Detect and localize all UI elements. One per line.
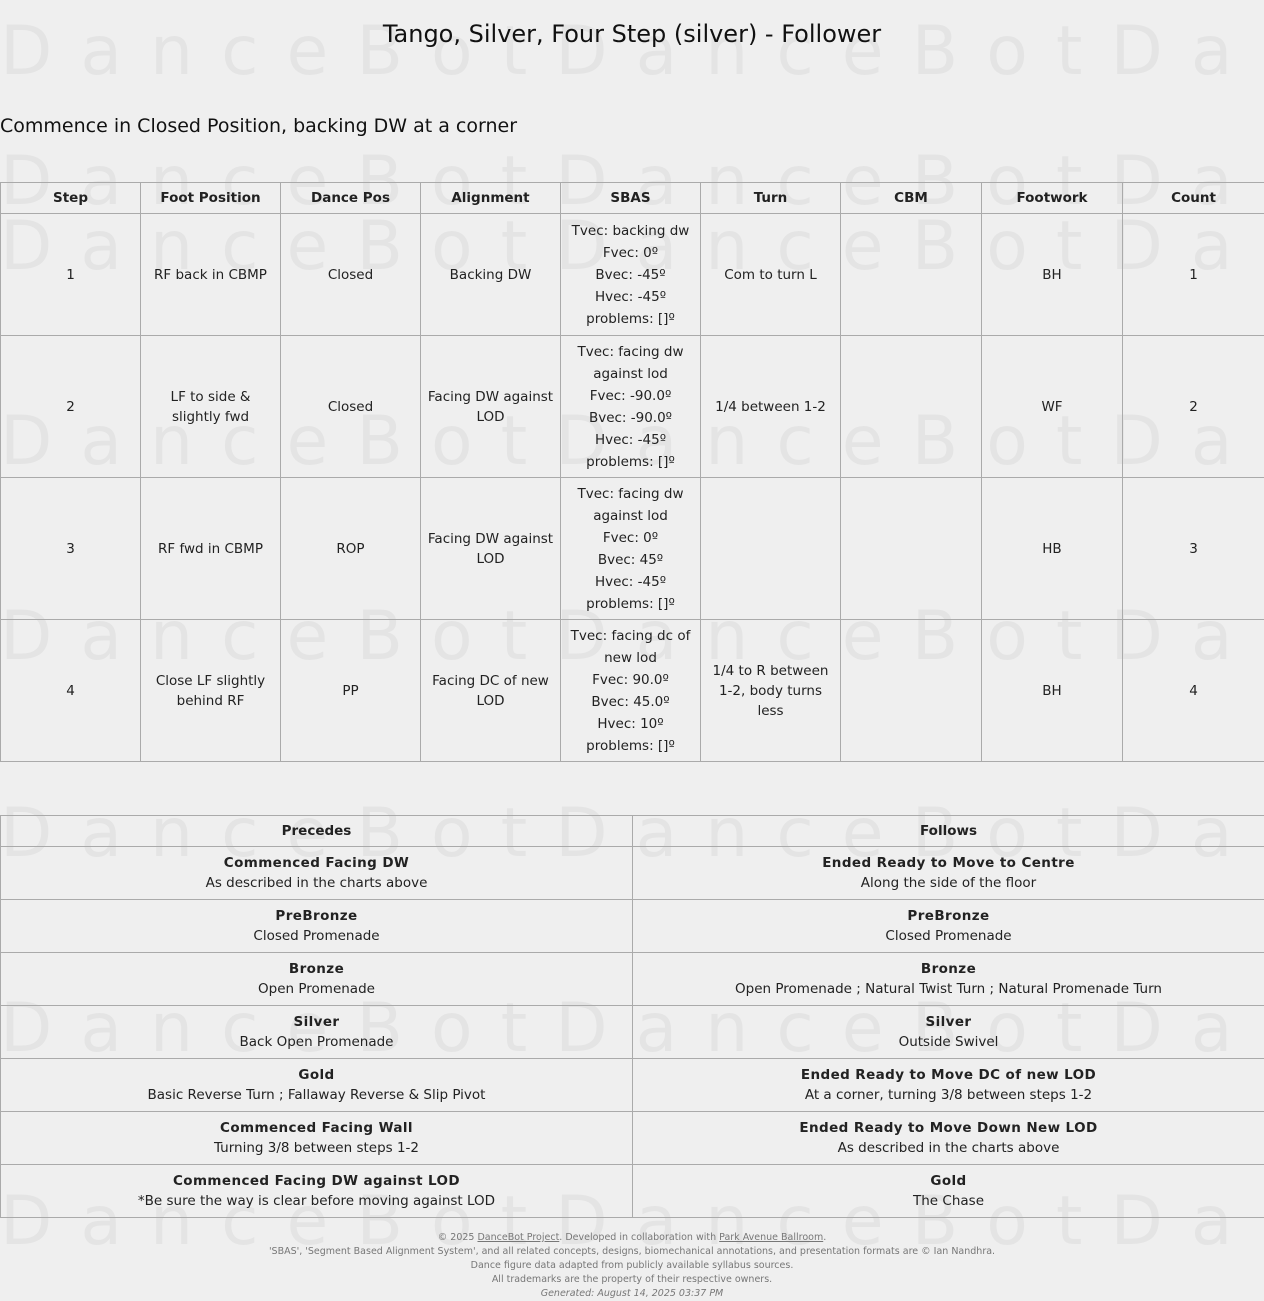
follows-cell-title: Ended Ready to Move DC of new LOD <box>637 1065 1260 1085</box>
precedes-cell-title: Gold <box>5 1065 628 1085</box>
precedes-cell <box>1 1165 633 1218</box>
footer-collab-text: . Developed in collaboration with <box>559 1232 716 1243</box>
footer-generated: Generated: August 14, 2025 03:37 PM <box>0 1287 1264 1301</box>
relation-row <box>1 1165 1264 1218</box>
precedes-cell <box>1 1059 633 1112</box>
sbas-line: Hvec: -45º <box>565 571 696 593</box>
precedes-cell <box>1 1006 633 1059</box>
cell-alignment: Backing DW <box>421 214 561 336</box>
footer-copyright: © 2025 <box>438 1232 475 1243</box>
cell-cbm <box>841 336 982 478</box>
cell-dance-pos: ROP <box>281 478 421 620</box>
cell-foot-position: LF to side & slightly fwd <box>141 336 281 478</box>
precedes-cell-title: Silver <box>5 1012 628 1032</box>
follows-cell <box>633 900 1264 953</box>
cell-cbm <box>841 214 982 336</box>
precedes-cell-title: Bronze <box>5 959 628 979</box>
precedes-cell-text: Closed Promenade <box>5 926 628 946</box>
cell-footwork: BH <box>982 620 1123 762</box>
precedes-cell-text: *Be sure the way is clear before moving against LOD <box>5 1191 628 1211</box>
cell-alignment: Facing DW against LOD <box>421 336 561 478</box>
cell-turn: 1/4 between 1-2 <box>701 336 841 478</box>
commence-position: Commence in Closed Position, backing DW at a corner <box>0 115 517 137</box>
cell-alignment: Facing DC of new LOD <box>421 620 561 762</box>
precedes-cell <box>1 847 633 900</box>
header-cbm: CBM <box>841 183 982 214</box>
cell-count: 3 <box>1123 478 1264 620</box>
follows-cell-text: Outside Swivel <box>637 1032 1260 1052</box>
dancebot-project-link[interactable]: DanceBot Project <box>477 1232 559 1243</box>
relation-row <box>1 900 1264 953</box>
cell-footwork: HB <box>982 478 1123 620</box>
steps-header-row <box>1 183 1264 214</box>
cell-count: 2 <box>1123 336 1264 478</box>
relation-row <box>1 1112 1264 1165</box>
sbas-line: Tvec: backing dw <box>565 220 696 242</box>
step-row <box>1 214 1264 336</box>
follows-cell-title: Ended Ready to Move Down New LOD <box>637 1118 1260 1138</box>
cell-dance-pos: Closed <box>281 214 421 336</box>
header-foot-position: Foot Position <box>141 183 281 214</box>
cell-sbas <box>561 478 701 620</box>
sbas-line: problems: []º <box>565 735 696 757</box>
sbas-line: Bvec: 45.0º <box>565 691 696 713</box>
follows-cell-text: At a corner, turning 3/8 between steps 1-2 <box>637 1085 1260 1105</box>
cell-foot-position: RF back in CBMP <box>141 214 281 336</box>
header-dance-pos: Dance Pos <box>281 183 421 214</box>
sbas-line: Bvec: -90.0º <box>565 407 696 429</box>
cell-dance-pos: Closed <box>281 336 421 478</box>
cell-turn <box>701 478 841 620</box>
footer-period: . <box>823 1232 826 1243</box>
sbas-line: problems: []º <box>565 308 696 330</box>
footer <box>0 1231 1264 1301</box>
relations-header-row <box>1 816 1264 847</box>
cell-step: 1 <box>1 214 141 336</box>
sbas-line: Tvec: facing dw against lod <box>565 483 696 527</box>
header-alignment: Alignment <box>421 183 561 214</box>
precedes-cell-title: Commenced Facing DW against LOD <box>5 1171 628 1191</box>
precedes-cell-text: Open Promenade <box>5 979 628 999</box>
footer-line-1 <box>0 1231 1264 1245</box>
precedes-cell-title: Commenced Facing Wall <box>5 1118 628 1138</box>
precedes-follows-table <box>0 815 1264 1218</box>
follows-cell-title: Gold <box>637 1171 1260 1191</box>
cell-footwork: WF <box>982 336 1123 478</box>
header-footwork: Footwork <box>982 183 1123 214</box>
follows-cell-text: As described in the charts above <box>637 1138 1260 1158</box>
precedes-cell-title: PreBronze <box>5 906 628 926</box>
cell-cbm <box>841 620 982 762</box>
sbas-line: Hvec: -45º <box>565 286 696 308</box>
cell-sbas <box>561 336 701 478</box>
sbas-line: Tvec: facing dw against lod <box>565 341 696 385</box>
follows-cell-title: Ended Ready to Move to Centre <box>637 853 1260 873</box>
cell-dance-pos: PP <box>281 620 421 762</box>
footer-line-2: 'SBAS', 'Segment Based Alignment System', and all related concepts, designs, biomechanical annotations, and presentation formats are © Ian Nandhra. <box>0 1245 1264 1259</box>
relation-row <box>1 1059 1264 1112</box>
sbas-line: Hvec: -45º <box>565 429 696 451</box>
sbas-line: problems: []º <box>565 451 696 473</box>
follows-cell <box>633 1165 1264 1218</box>
step-row <box>1 478 1264 620</box>
header-follows: Follows <box>633 816 1264 847</box>
follows-cell-title: Silver <box>637 1012 1260 1032</box>
cell-foot-position: Close LF slightly behind RF <box>141 620 281 762</box>
cell-turn: Com to turn L <box>701 214 841 336</box>
follows-cell <box>633 953 1264 1006</box>
footer-line-4: All trademarks are the property of their respective owners. <box>0 1273 1264 1287</box>
sbas-line: Fvec: 0º <box>565 527 696 549</box>
follows-cell-text: The Chase <box>637 1191 1260 1211</box>
relation-row <box>1 1006 1264 1059</box>
cell-foot-position: RF fwd in CBMP <box>141 478 281 620</box>
relation-row <box>1 847 1264 900</box>
cell-sbas <box>561 620 701 762</box>
sbas-line: Hvec: 10º <box>565 713 696 735</box>
precedes-cell <box>1 953 633 1006</box>
sbas-line: Fvec: 90.0º <box>565 669 696 691</box>
cell-alignment: Facing DW against LOD <box>421 478 561 620</box>
follows-cell-title: Bronze <box>637 959 1260 979</box>
cell-step: 3 <box>1 478 141 620</box>
header-precedes: Precedes <box>1 816 633 847</box>
cell-count: 1 <box>1123 214 1264 336</box>
precedes-cell-text: Back Open Promenade <box>5 1032 628 1052</box>
sbas-line: Bvec: 45º <box>565 549 696 571</box>
precedes-cell-text: As described in the charts above <box>5 873 628 893</box>
precedes-cell-text: Turning 3/8 between steps 1-2 <box>5 1138 628 1158</box>
follows-cell <box>633 1112 1264 1165</box>
precedes-cell <box>1 900 633 953</box>
precedes-cell-title: Commenced Facing DW <box>5 853 628 873</box>
relation-row <box>1 953 1264 1006</box>
park-avenue-ballroom-link[interactable]: Park Avenue Ballroom <box>719 1232 823 1243</box>
follows-cell <box>633 1006 1264 1059</box>
precedes-cell <box>1 1112 633 1165</box>
cell-count: 4 <box>1123 620 1264 762</box>
page-title: Tango, Silver, Four Step (silver) - Follower <box>0 20 1264 48</box>
header-sbas: SBAS <box>561 183 701 214</box>
header-step: Step <box>1 183 141 214</box>
cell-step: 4 <box>1 620 141 762</box>
step-row <box>1 336 1264 478</box>
footer-line-3: Dance figure data adapted from publicly available syllabus sources. <box>0 1259 1264 1273</box>
follows-cell-title: PreBronze <box>637 906 1260 926</box>
sbas-line: Tvec: facing dc of new lod <box>565 625 696 669</box>
follows-cell <box>633 847 1264 900</box>
steps-table <box>0 182 1264 762</box>
cell-footwork: BH <box>982 214 1123 336</box>
cell-sbas <box>561 214 701 336</box>
header-count: Count <box>1123 183 1264 214</box>
step-row <box>1 620 1264 762</box>
sbas-line: Fvec: 0º <box>565 242 696 264</box>
header-turn: Turn <box>701 183 841 214</box>
cell-step: 2 <box>1 336 141 478</box>
follows-cell-text: Along the side of the floor <box>637 873 1260 893</box>
cell-cbm <box>841 478 982 620</box>
follows-cell-text: Closed Promenade <box>637 926 1260 946</box>
cell-turn: 1/4 to R between 1-2, body turns less <box>701 620 841 762</box>
sbas-line: problems: []º <box>565 593 696 615</box>
follows-cell <box>633 1059 1264 1112</box>
precedes-cell-text: Basic Reverse Turn ; Fallaway Reverse & Slip Pivot <box>5 1085 628 1105</box>
sbas-line: Fvec: -90.0º <box>565 385 696 407</box>
follows-cell-text: Open Promenade ; Natural Twist Turn ; Natural Promenade Turn <box>637 979 1260 999</box>
sbas-line: Bvec: -45º <box>565 264 696 286</box>
